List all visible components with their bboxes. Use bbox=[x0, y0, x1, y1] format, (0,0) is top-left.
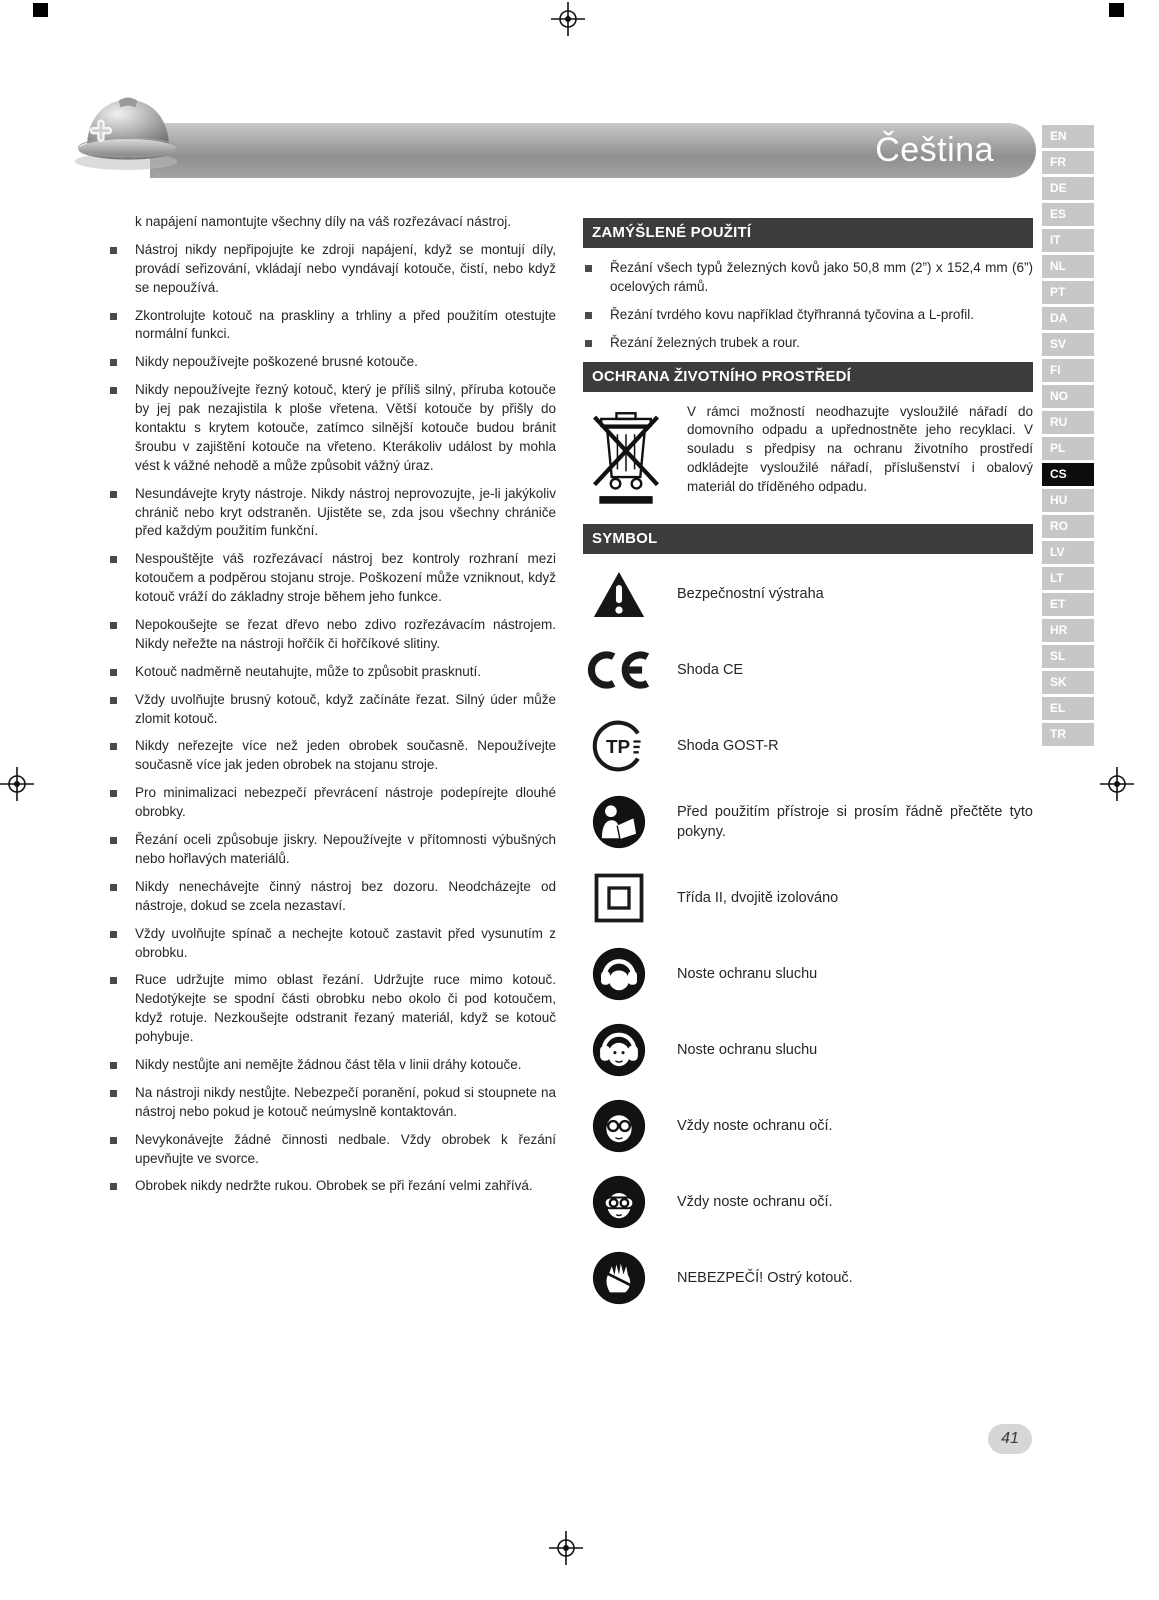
bullet-square-icon bbox=[110, 743, 117, 750]
safety-instruction-text: Vždy uvolňujte brusný kotouč, když začínáte řezat. Silný úder může zlomit kotouč. bbox=[135, 691, 556, 726]
safety-instruction-text: Vždy uvolňujte spínač a nechejte kotouč zastavit před vysunutím z obrobku. bbox=[135, 925, 556, 960]
safety-instruction-item bbox=[108, 241, 556, 298]
language-banner bbox=[150, 123, 1036, 178]
section-title: OCHRANA ŽIVOTNÍHO PROSTŘEDÍ bbox=[592, 367, 852, 385]
language-tab-sk[interactable]: SK bbox=[1042, 671, 1094, 694]
symbol-row bbox=[583, 1173, 1033, 1232]
ear-protection-icon bbox=[583, 947, 655, 1001]
bullet-square-icon bbox=[110, 387, 117, 394]
bullet-square-icon bbox=[110, 1137, 117, 1144]
read-instructions-icon bbox=[583, 795, 655, 849]
bullet-square-icon bbox=[110, 556, 117, 563]
crop-mark-top-left bbox=[33, 3, 48, 17]
crop-mark-top-right bbox=[1109, 3, 1124, 17]
safety-instruction-item bbox=[108, 831, 556, 869]
sharp-blade-danger-icon bbox=[583, 1251, 655, 1305]
intended-use-text: Řezání tvrdého kovu například čtyřhranná tyčovina a L-profil. bbox=[610, 306, 974, 322]
symbol-row bbox=[583, 717, 1033, 776]
warning-triangle-icon bbox=[583, 571, 655, 618]
safety-instruction-text: Nikdy nepoužívejte řezný kotouč, který je příliš silný, příruba kotouče by jej pak nezajistila k ploše vřetena. Větší kotouče by přišly do kontaktu s krytem kotouče, zatímco silnější kotouče budou bránit šroubu v zajištění kotouče na vřeteno. Kterákoliv událost by mohla vést k vážné nehodě a může způsobit vážný úraz. bbox=[135, 382, 556, 473]
symbol-label: Shoda CE bbox=[677, 661, 744, 678]
symbol-label: Noste ochranu sluchu bbox=[677, 965, 818, 982]
symbol-row bbox=[583, 1249, 1033, 1308]
page-language-title: Čeština bbox=[875, 131, 994, 169]
language-tab-el[interactable]: EL bbox=[1042, 697, 1094, 720]
safety-instruction-text: Nikdy nepoužívejte poškozené brusné kotouče. bbox=[135, 354, 418, 370]
bullet-square-icon bbox=[110, 837, 117, 844]
bullet-square-icon bbox=[110, 697, 117, 704]
safety-instruction-text: Nikdy nenechávejte činný nástroj bez dozoru. Neodcházejte od nástroje, dokud se zcela nezastaví. bbox=[135, 878, 556, 913]
language-tab-hr[interactable]: HR bbox=[1042, 619, 1094, 642]
language-tab-pl[interactable]: PL bbox=[1042, 437, 1094, 460]
safety-instruction-item bbox=[108, 550, 556, 607]
intended-use-text: Řezání železných trubek a rour. bbox=[610, 334, 800, 350]
safety-instruction-text: Nepokoušejte se řezat dřevo nebo zdivo rozřezávacím nástrojem. Nikdy neřežte na nástroji hořčík či hořčíkové slitiny. bbox=[135, 617, 556, 651]
language-tab-et[interactable]: ET bbox=[1042, 593, 1094, 616]
weee-crossed-bin-icon bbox=[583, 403, 669, 509]
safety-instruction-text: Nikdy nestůjte ani nemějte žádnou část těla v linii dráhy kotouče. bbox=[135, 1056, 522, 1072]
language-tab-ru[interactable]: RU bbox=[1042, 411, 1094, 434]
safety-instruction-item bbox=[108, 1056, 556, 1075]
eye-protection-alt-icon bbox=[583, 1175, 655, 1229]
symbol-row bbox=[583, 945, 1033, 1004]
language-tab-de[interactable]: DE bbox=[1042, 177, 1094, 200]
safety-instruction-item bbox=[108, 878, 556, 916]
bullet-square-icon bbox=[110, 247, 117, 254]
bullet-square-icon bbox=[110, 359, 117, 366]
bullet-square-icon bbox=[110, 1062, 117, 1069]
safety-instruction-item bbox=[108, 737, 556, 775]
intended-use-item bbox=[583, 306, 1033, 325]
safety-instruction-item bbox=[108, 381, 556, 475]
language-tab-fi[interactable]: FI bbox=[1042, 359, 1094, 382]
safety-instruction-text: Na nástroji nikdy nestůjte. Nebezpečí poranění, pokud si stoupnete na nástroj nebo pokud je kotouč neúmyslně kontaktován. bbox=[135, 1084, 556, 1119]
language-tab-sv[interactable]: SV bbox=[1042, 333, 1094, 356]
symbol-label: NEBEZPEČÍ! Ostrý kotouč. bbox=[677, 1269, 853, 1286]
symbol-row bbox=[583, 641, 1033, 700]
bullet-square-icon bbox=[110, 313, 117, 320]
section-header-environment bbox=[583, 362, 1033, 392]
safety-instruction-item bbox=[108, 1177, 556, 1196]
language-tab-nl[interactable]: NL bbox=[1042, 255, 1094, 278]
eye-protection-icon bbox=[583, 1099, 655, 1153]
safety-instruction-item bbox=[108, 616, 556, 654]
bullet-square-icon bbox=[585, 340, 592, 347]
symbol-label: Před použitím přístroje si prosím řádně přečtěte tyto pokyny. bbox=[677, 803, 1033, 841]
safety-helmet-icon bbox=[72, 80, 184, 177]
symbol-list bbox=[583, 565, 1033, 1308]
page-number-badge bbox=[988, 1424, 1032, 1454]
bullet-square-icon bbox=[110, 977, 117, 984]
ear-protection-alt-icon bbox=[583, 1023, 655, 1077]
symbol-row bbox=[583, 793, 1033, 852]
registration-mark-left bbox=[0, 767, 34, 801]
safety-instruction-text: Pro minimalizaci nebezpečí převrácení nástroje podepírejte dlouhé obrobky. bbox=[135, 785, 556, 820]
language-tab-fr[interactable]: FR bbox=[1042, 151, 1094, 174]
svg-text:ТР: ТР bbox=[606, 737, 631, 759]
safety-instruction-text: Nespouštějte váš rozřezávací nástroj bez kontroly rozhraní mezi kotoučem a podpěrou stojanu stroje. Poškození může vzniknout, když kotouč vráží do základny stroje během jeho funkce. bbox=[135, 551, 556, 605]
safety-instruction-text: Zkontrolujte kotouč na praskliny a trhliny a před použitím otestujte normální funkci. bbox=[135, 307, 556, 342]
environment-text: V rámci možností neodhazujte vysloužilé nářadí do domovního odpadu a upřednostněte jeho recyklaci. V souladu s předpisy na ochranu životního prostředí odkládejte vysloužilé nářadí, příslušenství i obalový materiál do tříděného odpadu. bbox=[687, 403, 1033, 495]
symbol-label: Shoda GOST-R bbox=[677, 737, 779, 754]
registration-mark-right bbox=[1100, 767, 1134, 801]
symbol-label: Třída II, dvojitě izolováno bbox=[677, 889, 839, 906]
bullet-square-icon bbox=[110, 622, 117, 629]
language-tab-lv[interactable]: LV bbox=[1042, 541, 1094, 564]
bullet-square-icon bbox=[585, 312, 592, 319]
language-tab-hu[interactable]: HU bbox=[1042, 489, 1094, 512]
language-tab-list bbox=[1042, 125, 1094, 749]
symbol-label: Vždy noste ochranu očí. bbox=[677, 1117, 833, 1134]
section-header-intended-use bbox=[583, 218, 1033, 248]
language-tab-tr[interactable]: TR bbox=[1042, 723, 1094, 746]
bullet-square-icon bbox=[110, 931, 117, 938]
intended-use-text: Řezání všech typů železných kovů jako 50,8 mm (2”) x 152,4 mm (6”) ocelových rámů. bbox=[610, 260, 1033, 294]
symbol-label: Vždy noste ochranu očí. bbox=[677, 1193, 833, 1210]
safety-instruction-item bbox=[108, 353, 556, 372]
language-tab-es[interactable]: ES bbox=[1042, 203, 1094, 226]
language-tab-it[interactable]: IT bbox=[1042, 229, 1094, 252]
safety-instruction-item bbox=[108, 485, 556, 542]
bullet-square-icon bbox=[110, 1183, 117, 1190]
bullet-square-icon bbox=[110, 1090, 117, 1097]
safety-instruction-item bbox=[108, 1084, 556, 1122]
ce-mark-icon bbox=[583, 650, 655, 690]
safety-instruction-item bbox=[108, 971, 556, 1047]
bullet-square-icon bbox=[110, 669, 117, 676]
symbol-row bbox=[583, 869, 1033, 928]
safety-instruction-item bbox=[108, 307, 556, 345]
language-tab-cs[interactable]: CS bbox=[1042, 463, 1094, 486]
symbol-row bbox=[583, 1021, 1033, 1080]
symbol-row bbox=[583, 565, 1033, 624]
registration-mark-bottom bbox=[549, 1531, 583, 1565]
language-tab-lt[interactable]: LT bbox=[1042, 567, 1094, 590]
intended-use-item bbox=[583, 334, 1033, 353]
section-title: ZAMÝŠLENÉ POUŽITÍ bbox=[592, 224, 752, 241]
section-header-symbol bbox=[583, 524, 1033, 554]
right-column bbox=[583, 218, 1033, 1325]
safety-instruction-text: Ruce udržujte mimo oblast řezání. Udržujte ruce mimo kotouč. Nedotýkejte se spodní části obrobku nebo okolo či pod kotoučem, když rotuje. Nezkoušejte odstranit řezaný materiál, když se kotouč pohybuje. bbox=[135, 972, 556, 1045]
bullet-square-icon bbox=[110, 790, 117, 797]
safety-instruction-item bbox=[108, 1131, 556, 1169]
intro-text: k napájení namontujte všechny díly na váš rozřezávací nástroj. bbox=[135, 214, 511, 229]
intended-use-bullet-list bbox=[583, 259, 1033, 353]
registration-mark-top bbox=[551, 2, 585, 36]
safety-instruction-text: Nevykonávejte žádné činnosti nedbale. Vždy obrobek k řezání upevňujte ve svorce. bbox=[135, 1131, 556, 1166]
safety-bullet-list bbox=[108, 241, 556, 1196]
bullet-square-icon bbox=[585, 265, 592, 272]
class-2-insulation-icon bbox=[583, 873, 655, 923]
language-tab-en[interactable]: EN bbox=[1042, 125, 1094, 148]
symbol-label: Noste ochranu sluchu bbox=[677, 1041, 818, 1058]
symbol-label: Bezpečnostní výstraha bbox=[677, 585, 824, 602]
safety-instructions-column bbox=[108, 213, 556, 1205]
language-tab-ro[interactable]: RO bbox=[1042, 515, 1094, 538]
safety-instruction-item bbox=[108, 925, 556, 963]
language-tab-da[interactable]: DA bbox=[1042, 307, 1094, 330]
symbol-row bbox=[583, 1097, 1033, 1156]
section-title: SYMBOL bbox=[592, 529, 658, 547]
bullet-square-icon bbox=[110, 884, 117, 891]
safety-instruction-text: Nesundávejte kryty nástroje. Nikdy nástroj neprovozujte, je-li jakýkoliv chránič nebo kryt odstraněn. Ujistěte se, zda jsou všechny chrániče před každým použitím funkční. bbox=[135, 485, 556, 539]
intended-use-item bbox=[583, 259, 1033, 297]
safety-instruction-text: Kotouč nadměrně neutahujte, může to způsobit prasknutí. bbox=[135, 663, 481, 679]
gost-r-icon bbox=[583, 719, 655, 773]
safety-instruction-text: Řezání oceli způsobuje jiskry. Nepoužívejte v přítomnosti výbušných nebo hořlavých materiálů. bbox=[135, 832, 556, 866]
language-tab-no[interactable]: NO bbox=[1042, 385, 1094, 408]
bullet-square-icon bbox=[110, 491, 117, 498]
safety-instruction-text: Obrobek nikdy nedržte rukou. Obrobek se při řezání velmi zahřívá. bbox=[135, 1178, 533, 1194]
language-tab-sl[interactable]: SL bbox=[1042, 645, 1094, 668]
safety-instruction-item bbox=[108, 663, 556, 682]
safety-instruction-text: Nástroj nikdy nepřipojujte ke zdroji napájení, když se montují díly, provádí seřizování, vkládají nebo vyndávají kotouče, čistí, nebo když se nepoužívá. bbox=[135, 241, 556, 295]
safety-instruction-item bbox=[108, 784, 556, 822]
environment-block bbox=[583, 403, 1033, 509]
language-tab-pt[interactable]: PT bbox=[1042, 281, 1094, 304]
safety-instruction-item bbox=[108, 691, 556, 729]
page-number: 41 bbox=[1001, 1430, 1019, 1447]
safety-instruction-text: Nikdy neřezejte více než jeden obrobek současně. Nepoužívejte současně více jak jeden obrobek na stojanu stroje. bbox=[135, 738, 556, 773]
